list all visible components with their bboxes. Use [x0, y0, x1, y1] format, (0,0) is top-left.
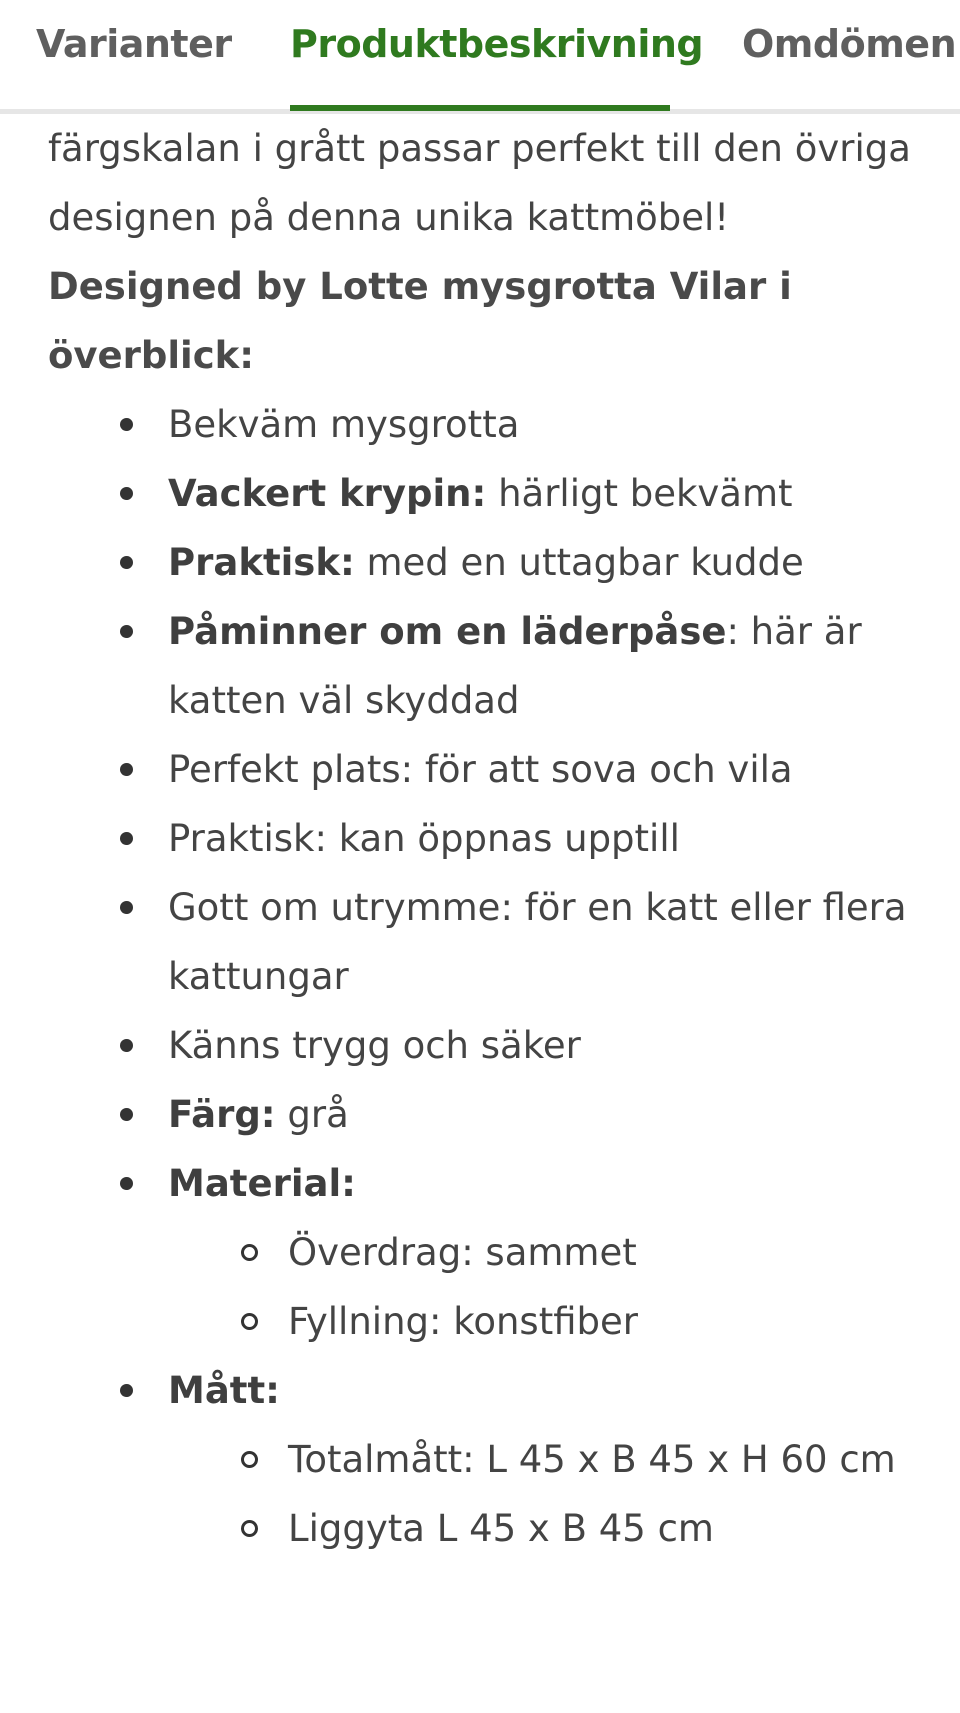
feature-text: grå: [275, 1093, 349, 1136]
feature-text: Bekväm mysgrotta: [168, 403, 520, 446]
list-item: [168, 804, 928, 873]
active-tab-indicator: [290, 105, 670, 111]
list-item: Överdrag: sammet: [288, 1218, 928, 1287]
material-sublist: [168, 1218, 928, 1356]
list-item: Totalmått: L 45 x B 45 x H 60 cm: [288, 1425, 928, 1494]
overview-heading: Designed by Lotte mysgrotta Vilar i överblick:: [48, 265, 792, 377]
list-item-measurements: [168, 1356, 928, 1563]
measurements-label: Mått:: [168, 1369, 280, 1412]
feature-text: Känns trygg och säker: [168, 1024, 581, 1067]
feature-list: [48, 390, 928, 1563]
description-intro: färgskalan i grått passar perfekt till den övriga designen på denna unika kattmöbel!: [48, 127, 911, 239]
feature-text: härligt bekvämt: [486, 472, 793, 515]
list-item: [168, 1011, 928, 1080]
feature-text: med en uttagbar kudde: [354, 541, 804, 584]
tab-omdomen[interactable]: Omdömen: [742, 22, 957, 66]
material-label: Material:: [168, 1162, 356, 1205]
list-item: [168, 528, 928, 597]
list-item: [168, 459, 928, 528]
list-item-material: [168, 1149, 928, 1356]
feature-text: : här är katten väl skyddad: [168, 610, 862, 722]
list-item: [168, 873, 928, 1011]
product-description: [48, 114, 928, 1563]
feature-text: Perfekt plats: för att sova och vila: [168, 748, 793, 791]
feature-bold: Praktisk:: [168, 541, 355, 584]
feature-bold: Påminner om en läderpåse: [168, 610, 727, 653]
measurements-sublist: [168, 1425, 928, 1563]
tab-produktbeskrivning[interactable]: Produktbeskrivning: [290, 22, 704, 66]
list-item: [168, 1080, 928, 1149]
feature-bold: Vackert krypin:: [168, 472, 487, 515]
list-item: [168, 597, 928, 735]
list-item: [168, 390, 928, 459]
list-item: Liggyta L 45 x B 45 cm: [288, 1494, 928, 1563]
feature-bold: Färg:: [168, 1093, 276, 1136]
list-item: [168, 735, 928, 804]
tab-varianter[interactable]: Varianter: [36, 22, 232, 66]
feature-text: Gott om utrymme: för en katt eller flera kattungar: [168, 886, 907, 998]
feature-text: Praktisk: kan öppnas upptill: [168, 817, 680, 860]
list-item: Fyllning: konstfiber: [288, 1287, 928, 1356]
tab-bar: [0, 0, 960, 114]
